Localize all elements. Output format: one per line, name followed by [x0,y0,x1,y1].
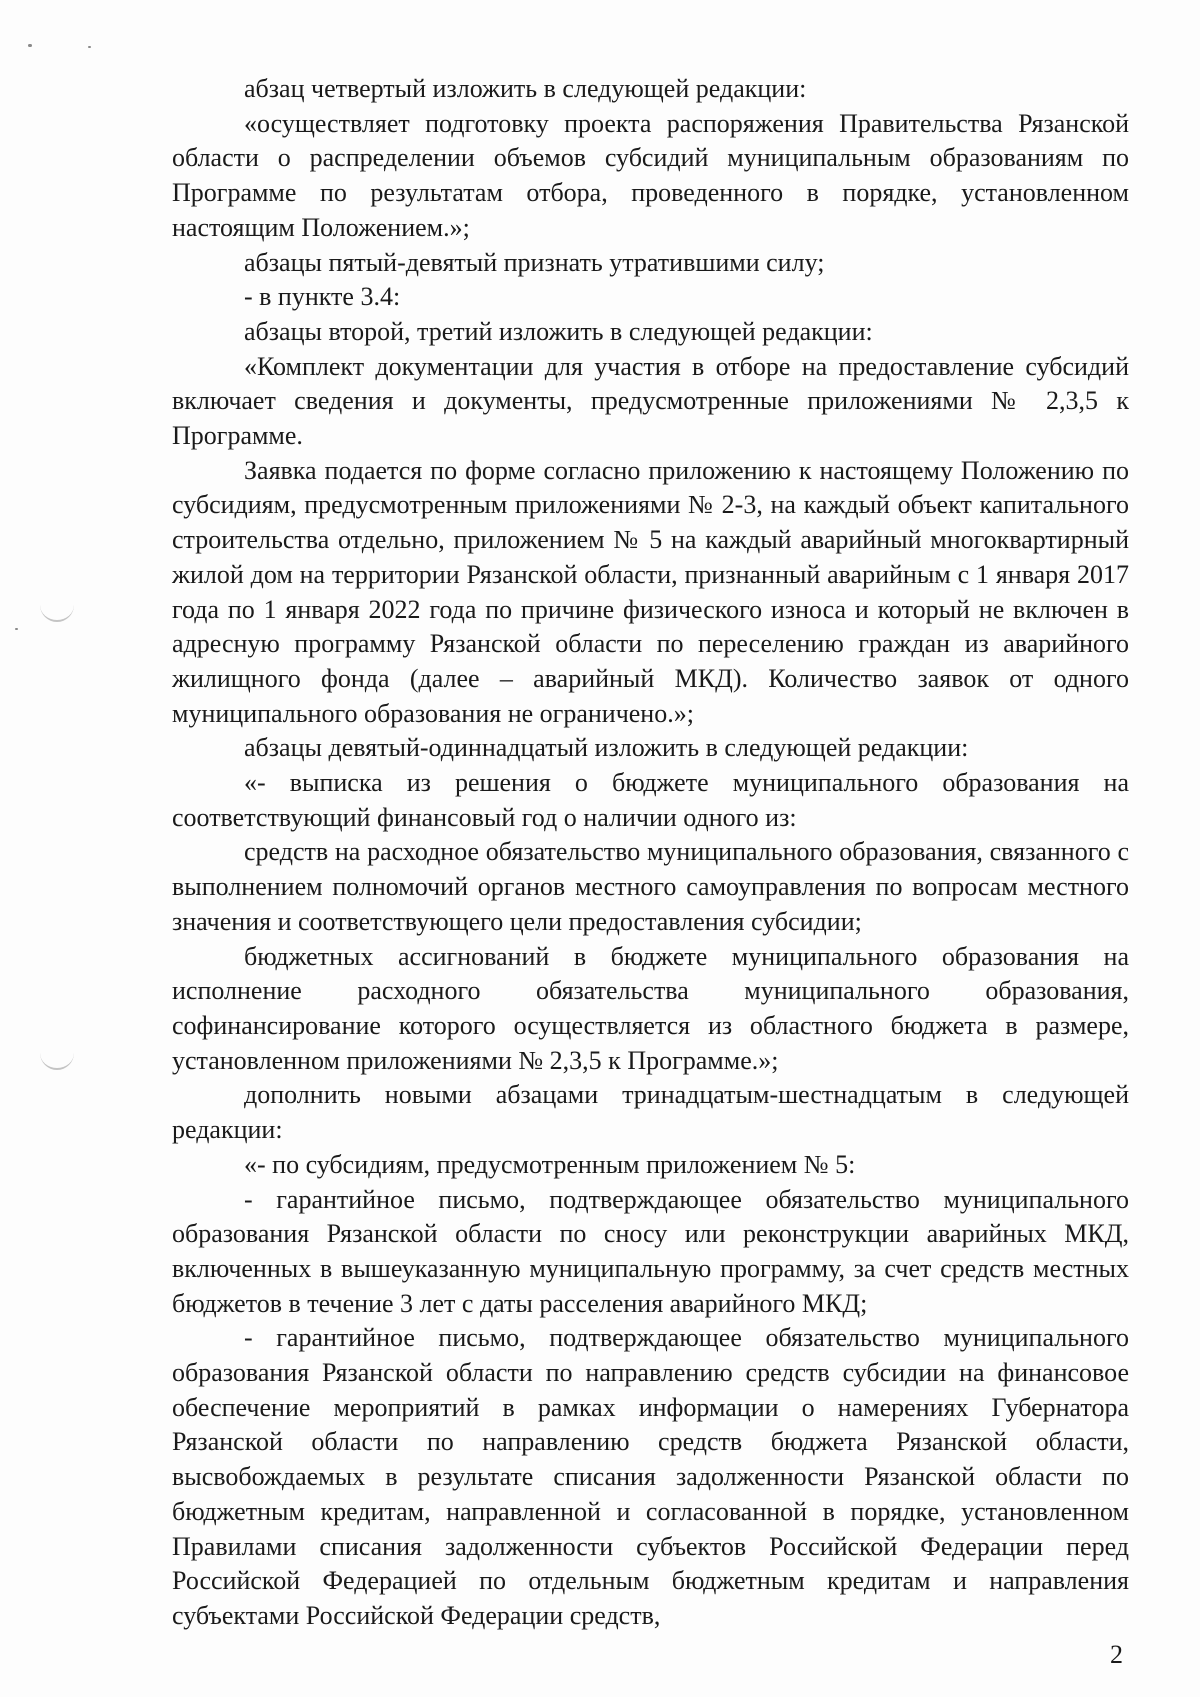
punch-hole-mark [40,1052,74,1070]
paragraph: абзац четвертый изложить в следующей редакции: [244,74,807,103]
paragraph: Заявка подается по форме согласно приложению к настоящему Положению по субсидиям, предусмотренным приложениями № 2-3, на каждый объект капитального строительства отдельно, приложением № 5 на каждый аварийный многоквартирный жилой дом на территории Рязанской области, признанный аварийным с 1 января 2017 года по 1 января 2022 года по причине физического износа и который не включен в адресную программу Рязанской области по переселению граждан из аварийного жилищного фонда (далее – аварийный МКД). Количество заявок от одного муниципального образования не ограничено.»; [172,455,1129,728]
scan-speck [15,628,18,630]
paragraph: «- выписка из решения о бюджете муниципального образования на соответствующий финансовый год о наличии одного из: [172,768,1129,832]
paragraph: - гарантийное письмо, подтверждающее обязательство муниципального образования Рязанской области по направлению средств субсидии на финансовое обеспечение мероприятий в рамках информации о намерениях Губернатора Рязанской области по направлению средств бюджета Рязанской области, высвобождаемых в результате списания задолженности Рязанской области по бюджетным кредитам, направленной и согласованной в порядке, установленном Правилами списания задолженности субъектов Российской Федерации перед Российской Федерацией по отдельным бюджетным кредитам и направления субъектами Российской Федерации средств, [172,1323,1129,1630]
paragraph: бюджетных ассигнований в бюджете муниципального образования на исполнение расходного обязательства муниципального образования, софинансирование которого осуществляется из областного бюджета в размере, установленном приложениями № 2,3,5 к Программе.»; [172,941,1129,1075]
paragraph: «- по субсидиям, предусмотренным приложением № 5: [244,1149,856,1179]
scan-speck [88,46,91,48]
paragraph: дополнить новыми абзацами тринадцатым-шестнадцатым в следующей редакции: [172,1080,1129,1145]
paragraph: абзацы второй, третий изложить в следующей редакции: [244,316,873,346]
paragraph: «Комплект документации для участия в отборе на предоставление субсидий включает сведения и документы, предусмотренные приложениями № 2,3,5 к Программе. [172,351,1129,451]
document-body [172,72,1129,1634]
paragraph: - гарантийное письмо, подтверждающее обязательство муниципального образования Рязанской области по сносу или реконструкции аварийных МКД, включенных в вышеуказанную муниципальную программу, за счет средств местных бюджетов в течение 3 лет с даты расселения аварийного МКД; [172,1184,1129,1318]
punch-hole-mark [40,604,74,622]
paragraph: средств на расходное обязательство муниципального образования, связанного с выполнением полномочий органов местного самоуправления по вопросам местного значения и соответствующего цели предоставления субсидии; [172,837,1129,936]
paragraph: абзацы пятый-девятый признать утратившими силу; [244,247,825,277]
scan-speck [28,44,32,47]
paragraph: - в пункте 3.4: [244,282,401,312]
paragraph: абзацы девятый-одиннадцатый изложить в следующей редакции: [244,733,969,763]
page-number: 2 [1110,1640,1123,1669]
paragraph: «осуществляет подготовку проекта распоряжения Правительства Рязанской области о распределении объемов субсидий муниципальным образованиям по Программе по результатам отбора, проведенного в порядке, установленном настоящим Положением.»; [172,108,1129,242]
